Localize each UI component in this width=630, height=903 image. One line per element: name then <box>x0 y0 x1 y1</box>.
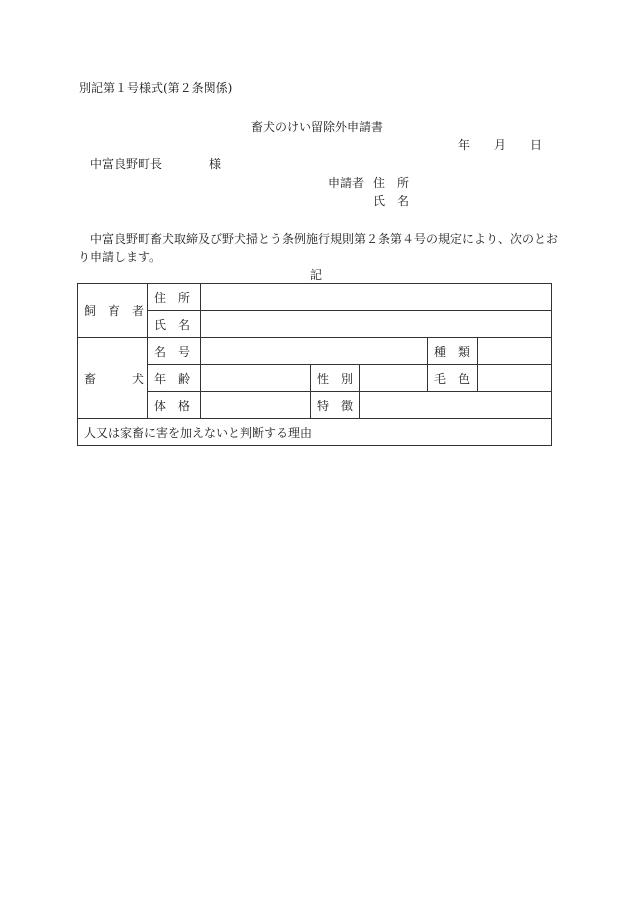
date-month-label: 月 <box>494 138 507 152</box>
applicant-name-label: 氏 名 <box>373 194 410 208</box>
dog-group-label: 畜 犬 <box>78 338 148 419</box>
dog-name-label: 名 号 <box>148 338 201 365</box>
applicant-label: 申請者 <box>328 176 365 190</box>
owner-address-field[interactable] <box>201 284 552 311</box>
form-number: 別記第１号様式(第２条関係) <box>79 81 233 95</box>
dog-breed-label: 種 類 <box>428 338 478 365</box>
owner-address-label: 住 所 <box>148 284 201 311</box>
dog-sex-field[interactable] <box>360 365 428 392</box>
dog-build-label: 体 格 <box>148 392 201 419</box>
dog-coat-field[interactable] <box>478 365 552 392</box>
addressee-honorific: 様 <box>209 157 222 171</box>
reason-field[interactable] <box>78 419 552 446</box>
date-year-label: 年 <box>458 138 471 152</box>
dog-features-label: 特 徴 <box>311 392 360 419</box>
dog-age-field[interactable] <box>201 365 311 392</box>
reason-label: 人又は家畜に害を加えないと判断する理由 <box>84 425 313 440</box>
date-day-label: 日 <box>530 138 543 152</box>
addressee-name: 中富良野町長 <box>90 157 163 171</box>
owner-name-field[interactable] <box>201 311 552 338</box>
owner-group-label: 飼 育 者 <box>78 284 148 338</box>
dog-features-field[interactable] <box>360 392 552 419</box>
document-title: 畜犬のけい留除外申請書 <box>251 120 384 134</box>
dog-coat-label: 毛 色 <box>428 365 478 392</box>
owner-name-label: 氏 名 <box>148 311 201 338</box>
dog-sex-label: 性 別 <box>311 365 360 392</box>
dog-breed-field[interactable] <box>478 338 552 365</box>
body-text-line2: り申請します。 <box>78 250 162 264</box>
note-heading: 記 <box>310 268 323 282</box>
application-table <box>77 283 552 446</box>
applicant-address-label: 住 所 <box>373 176 410 190</box>
dog-age-label: 年 齢 <box>148 365 201 392</box>
dog-build-field[interactable] <box>201 392 311 419</box>
body-text-line1: 中富良野町畜犬取締及び野犬掃とう条例施行規則第２条第４号の規定により、次のとお <box>90 232 559 246</box>
dog-name-field[interactable] <box>201 338 428 365</box>
